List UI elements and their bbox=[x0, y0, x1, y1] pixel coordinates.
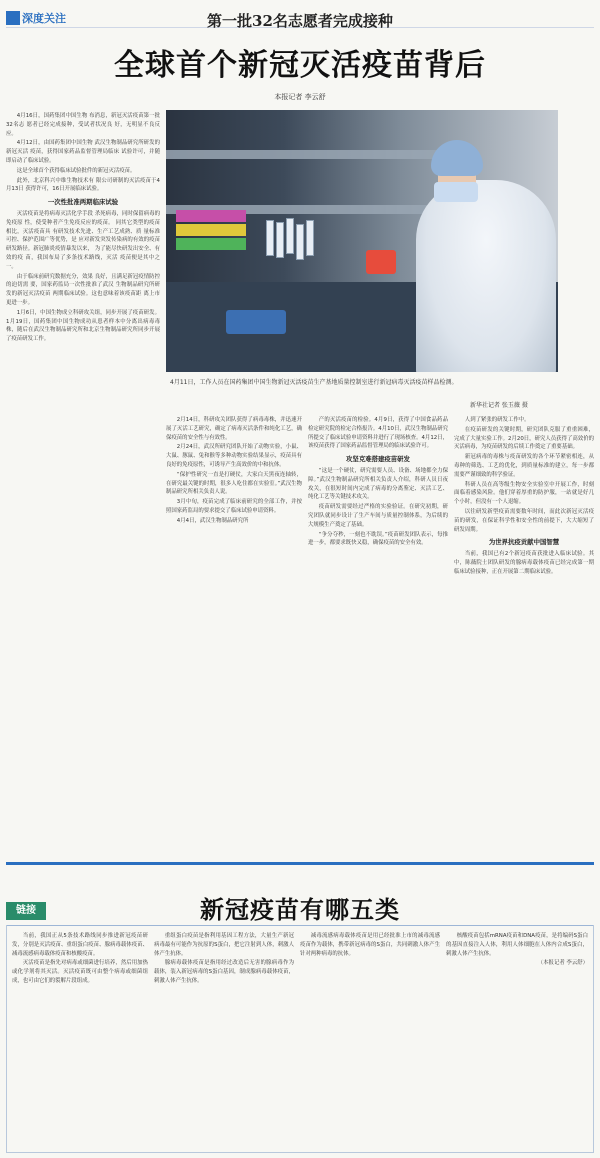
sidebar-column-1 bbox=[12, 932, 148, 1148]
sidebar-column-4 bbox=[446, 932, 588, 1148]
pipette bbox=[266, 220, 274, 256]
photo-caption: 4月11日，工作人员在国药集团中国生物新冠灭活疫苗生产基地质量控制室进行新冠病毒灭活疫苗样品检测。 bbox=[170, 379, 458, 386]
lab-photo bbox=[166, 110, 558, 372]
paragraph: 灭活疫苗是将病毒灭活化学手段 杀死病毒，同时保留病毒的免疫原 性，使受种者产生免疫反应的疫苗。 同其它类型的疫苗相比，灭活疫苗具 有研发技术先进、生产工艺成熟、质 量标准可控、保护范围广等优势，是 应对新发突发传染病的有效的疫苗 研发路径。新冠肺炎疫情暴发以来， 为了能尽快研发出安全、有效的疫 苗，我国布局了多条技术路线，灭活 疫苗便是其中之一。 bbox=[6, 210, 160, 270]
article-column-4 bbox=[454, 416, 594, 854]
paragraph: 新冠病毒的毒株与疫苗研发的各个环节紧密相连，从毒种的筛选、工艺的优化，到质量标准的建立，每一步都需要严谨细致的科学验证。 bbox=[454, 454, 594, 478]
paragraph: 在疫苗研发的关键时期，研究团队克服了重重困难，完成了大量实验工作。2月20日，研究人员获得了高效价的灭活病毒，为疫苗研发的后续工作奠定了重要基础。 bbox=[454, 426, 594, 451]
article-column-3 bbox=[308, 416, 448, 854]
sample-rack bbox=[176, 238, 246, 250]
paragraph: 由于临床前研究数据充分，效果 良好，且满足新冠疫情防控的迫切需 要，国家药监局一次性批准了武汉 生物制品研究所研发的新冠灭活疫苗 两期临床试验。这也意味着该疫苗距 离上市更进一步。 bbox=[6, 273, 160, 306]
paragraph: 疫苗研发需要经过严格的实验验证。在研究初期，研究团队就同步设计了生产车间与质量控制体系，为后续的大规模生产奠定了基础。 bbox=[308, 504, 448, 528]
face-mask bbox=[434, 182, 478, 202]
paragraph: 科研人员在高等级生物安全实验室中开展工作，时刻面临着感染风险。他们穿着厚重的防护服，一站就是好几个小时，但没有一个人退缩。 bbox=[454, 481, 594, 506]
headline-title: 全球首个新冠灭活疫苗背后 bbox=[114, 48, 486, 83]
section-label: 深度关注 bbox=[22, 12, 66, 25]
article-column-2 bbox=[166, 416, 302, 854]
sidebar-footer: （本报记者 李云舒） bbox=[537, 960, 588, 967]
researcher-cap bbox=[431, 140, 483, 176]
sidebar-column-3 bbox=[300, 932, 440, 1148]
paragraph: 减毒流感病毒载体疫苗是用已经批准上市的减毒流感疫苗作为载体，携带新冠病毒的S蛋白，共同刺激人体产生针对两种病毒的抗体。 bbox=[300, 933, 440, 957]
sample-box bbox=[226, 310, 286, 334]
paragraph: 4月16日，国药集团中国生物 布消息，新冠灭活疫苗第一批32名志 愿者已经完成接种，受试者状况良 好，无明显不良反应。 bbox=[6, 113, 160, 137]
pipette bbox=[276, 222, 284, 258]
paragraph: 这是全球首个获得临床试验批件的新冠灭活疫苗。 bbox=[16, 167, 136, 174]
section-heading: 一次性批准两期临床试验 bbox=[47, 198, 119, 207]
paragraph: 2月24日，武汉所研究团队开始了动物实验，小鼠、大鼠、豚鼠、兔和猴等多种动物实验结果显示，疫苗具有良好的免疫原性，可诱导产生高效价的中和抗体。 bbox=[166, 444, 302, 468]
paragraph: 重组蛋白疫苗是指利用基因工程方法，大量生产新冠病毒最有可能作为抗原的S蛋白，把它注射到人体，刺激人体产生抗体。 bbox=[154, 933, 294, 957]
paragraph: 以往研发新型疫苗需要数年时间，而此次新冠灭活疫苗的研发，在保证科学性和安全性的前提下，大大缩短了研发周期。 bbox=[454, 508, 594, 533]
paragraph: 腺病毒载体疫苗是指用经过改造后无害的腺病毒作为载体，装入新冠病毒的S蛋白基因，制成腺病毒载体疫苗，刺激人体产生抗体。 bbox=[154, 960, 294, 984]
sidebar-divider bbox=[6, 862, 594, 865]
paragraph: 人到了紧张的研发工作中。 bbox=[464, 417, 530, 423]
sidebar-title: 新冠疫苗有哪五类 bbox=[200, 895, 400, 924]
photo-credit: 新华社记者 张玉薇 摄 bbox=[470, 402, 528, 409]
paragraph: 4月4日，武汉生物制品研究所 bbox=[176, 517, 249, 524]
paragraph: 4月12日，由国药集团中国生物 武汉生物制品研究所研发的新冠灭活 疫苗，获得国家药品监督管理局临床 试验许可，并随即启动了临床试验。 bbox=[6, 140, 160, 164]
section-heading: 为世界抗疫贡献中国智慧 bbox=[488, 538, 560, 547]
link-tag: 链接 bbox=[6, 902, 46, 920]
pipette bbox=[296, 224, 304, 260]
paragraph: 2月14日，科研攻关团队获得了病毒毒株，并迅速开展了灭活工艺研究，确定了病毒灭活条件和纯化工艺，确保疫苗的安全性与有效性。 bbox=[166, 417, 302, 441]
paragraph: “争分夺秒，一刻也不耽误。”疫苗研发团队表示，每推进一步，都要求既快又稳，确保疫苗的安全有效。 bbox=[308, 531, 448, 547]
byline: 本报记者 李云舒 bbox=[274, 93, 326, 101]
sample-rack bbox=[176, 210, 246, 222]
paragraph: 1月6日，中国生物成立科研攻关组，同步开展了疫苗研发。1月19日，国药集团中国生物成功从患者样本中分离出病毒毒株，随后在武汉生物制品研究所和北京生物制品研究所同步开展了疫苗研发工作。 bbox=[6, 309, 160, 343]
paragraph: 核酸疫苗包括mRNA疫苗和DNA疫苗，是将编码S蛋白的基因直接注入人体，利用人体细胞在人体内合成S蛋白，刺激人体产生抗体。 bbox=[446, 933, 588, 957]
article-column-1 bbox=[6, 112, 160, 854]
paragraph: 灭活疫苗是指先对病毒或细菌进行培养，然后用加热或化学剂将其灭活。灭活疫苗既可由整个病毒或细菌组成，也可由它们的裂解片段组成。 bbox=[12, 960, 148, 984]
paragraph: “这是一个硬仗，研究需要人员、设备、场地都全力保障。”武汉生物制品研究所相关负责人介绍，科研人员日夜攻关，在很短时间内完成了病毒的分离鉴定、灭活工艺、纯化工艺等关键技术攻关。 bbox=[308, 467, 448, 501]
kicker: 第一批32名志愿者完成接种 bbox=[207, 12, 393, 30]
section-heading: 攻坚克难搭建疫苗研发 bbox=[346, 455, 410, 464]
pipette bbox=[306, 220, 314, 256]
researcher-figure bbox=[416, 180, 556, 372]
lab-shelf bbox=[166, 150, 468, 159]
sample-box bbox=[366, 250, 396, 274]
paragraph: 产的灭活疫苗的检验。4月9日，获得了中国食品药品检定研究院的检定合格报告。4月10日，武汉生物制品研究所提交了临床试验申请资料并进行了现场核查。4月12日，该疫苗获得了国家药品监督管理局的临床试验许可。 bbox=[308, 417, 448, 450]
pipette bbox=[286, 218, 294, 254]
paragraph: 此外，北京科兴中维生物技术有 限公司研制的灭活疫苗于4月13日 获得许可，16日开展临床试验。 bbox=[6, 177, 160, 193]
sample-rack bbox=[176, 224, 246, 236]
paragraph: 当前，我国已有2个新冠疫苗获批进入临床试验。其中，陈薇院士团队研发的腺病毒载体疫苗已经完成第一期临床试验接种，正在开展第二期临床试验。 bbox=[454, 551, 594, 575]
paragraph: “保护性研究一直是打硬仗，大家白天黑夜连轴转，在研究最关键的时期，很多人吃住都在实验室。”武汉生物制品研究所相关负责人说。 bbox=[166, 471, 302, 496]
paragraph: 3月中旬，疫苗完成了临床前研究的全部工作，并按照国家药监局的要求提交了临床试验申请资料。 bbox=[166, 499, 302, 514]
paragraph: 当前，我国正从5条技术路线同步推进新冠疫苗研发，分别是灭活疫苗、重组蛋白疫苗、腺病毒载体疫苗、减毒流感病毒载体疫苗和核酸疫苗。 bbox=[12, 933, 148, 957]
sidebar-column-2 bbox=[154, 932, 294, 1148]
